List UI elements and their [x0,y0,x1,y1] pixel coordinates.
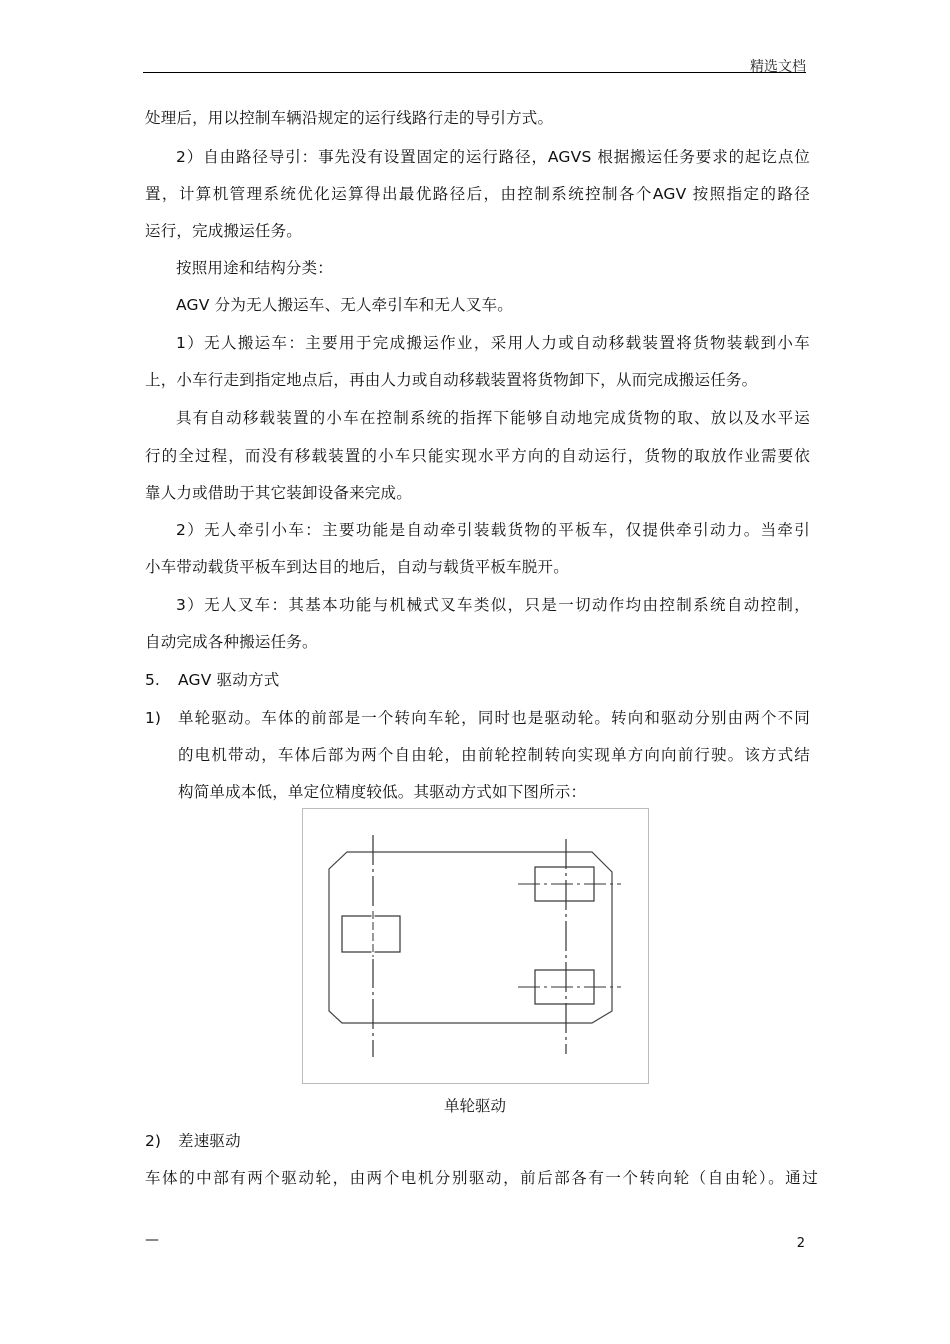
paragraph-line: 单轮驱动。车体的前部是一个转向车轮，同时也是驱动轮。转向和驱动分别由两个不同 [178,709,810,727]
section-number: 5. [145,671,160,689]
paragraph-line: 行的全过程，而没有移载装置的小车只能实现水平方向的自动运行，货物的取放作业需要依 [145,447,810,465]
paragraph-line: 运行，完成搬运任务。 [145,222,303,240]
footer-dash: — [145,1232,159,1248]
paragraph-line: 的电机带动，车体后部为两个自由轮，由前轮控制转向实现单方向向前行驶。该方式结 [178,746,810,764]
agv-body-outline [329,852,612,1023]
paragraph-line: 小车带动载货平板车到达目的地后，自动与载货平板车脱开。 [145,558,569,576]
page-header-label: 精选文档 [750,59,806,75]
front-drive-wheel [342,916,400,952]
paragraph-line: 处理后，用以控制车辆沿规定的运行线路行走的导引方式。 [145,109,554,127]
section-heading: AGV 驱动方式 [178,671,280,689]
paragraph-line: AGV 分为无人搬运车、无人牵引车和无人叉车。 [176,296,513,314]
list-marker: 2) [145,1132,161,1150]
paragraph-line: 具有自动移载装置的小车在控制系统的指挥下能够自动地完成货物的取、放以及水平运 [176,409,810,427]
subsection-heading: 差速驱动 [178,1132,241,1150]
paragraph-line: 构简单成本低，单定位精度较低。其驱动方式如下图所示： [178,783,587,801]
paragraph-line: 1）无人搬运车：主要用于完成搬运作业，采用人力或自动移载装置将货物装载到小车 [176,334,810,352]
paragraph-line: 2）无人牵引小车：主要功能是自动牵引装载货物的平板车，仅提供牵引动力。当牵引 [176,521,810,539]
paragraph-line: 置，计算机管理系统优化运算得出最优路径后，由控制系统控制各个AGV 按照指定的路径 [145,185,810,203]
paragraph-line: 按照用途和结构分类： [176,259,334,277]
figure-caption: 单轮驱动 [443,1097,506,1115]
paragraph-line: 自动完成各种搬运任务。 [145,633,318,651]
list-marker: 1) [145,709,161,727]
paragraph-line: 靠人力或借助于其它装卸设备来完成。 [145,484,412,502]
paragraph-line: 上，小车行走到指定地点后，再由人力或自动移载装置将货物卸下，从而完成搬运任务。 [145,371,758,389]
agv-diagram [303,809,648,1083]
paragraph-line: 2）自由路径导引：事先没有设置固定的运行路径，AGVS 根据搬运任务要求的起讫点位 [176,148,810,166]
paragraph-line: 3）无人叉车：其基本功能与机械式叉车类似，只是一切动作均由控制系统自动控制， [176,596,810,614]
page-number: 2 [796,1236,805,1251]
paragraph-line: 车体的中部有两个驱动轮，由两个电机分别驱动，前后部各有一个转向轮（自由轮）。通过 [145,1169,818,1187]
figure-single-wheel-drive [302,808,649,1084]
header-divider [143,72,806,73]
